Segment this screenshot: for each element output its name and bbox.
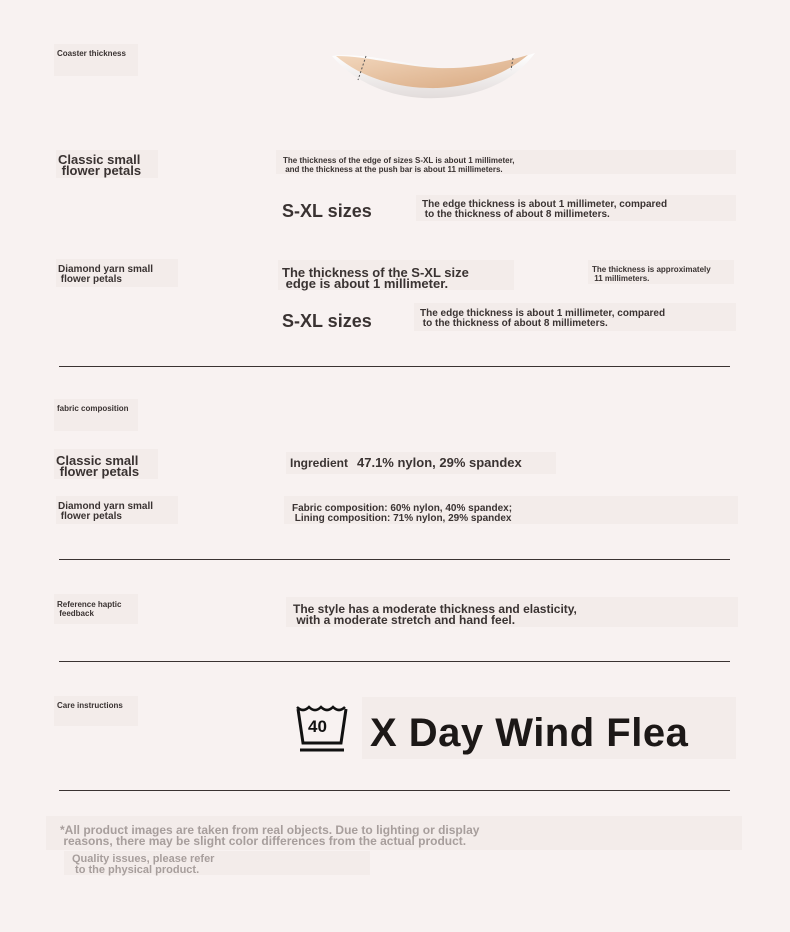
section-label-care: Care instructions xyxy=(57,701,123,710)
note-chip xyxy=(276,150,736,174)
ingredient-value: 47.1% nylon, 29% spandex xyxy=(357,455,522,470)
label-chip xyxy=(54,696,138,726)
disclaimer-chip xyxy=(64,851,370,875)
headline-chip xyxy=(362,697,736,759)
label-chip xyxy=(54,399,138,431)
fabric-diamond-value: Fabric composition: 60% nylon, 40% spandex; Lining composition: 71% nylon, 29% spandex xyxy=(292,503,513,524)
label-chip xyxy=(54,44,138,76)
label-chip xyxy=(56,150,158,178)
diamond-thickness-note-right: The thickness is approximately 11 millimeters. xyxy=(592,265,711,283)
wash-40-icon xyxy=(294,703,350,755)
note-chip xyxy=(278,260,514,290)
note-chip xyxy=(588,260,734,284)
section-label-fabric: fabric composition xyxy=(57,404,129,413)
note-chip xyxy=(286,452,556,474)
label-chip xyxy=(54,449,158,479)
classic-thickness-note: The thickness of the edge of sizes S-XL is about 1 millimeter, and the thickness at the push bar is about 11 millimeters. xyxy=(283,156,515,174)
disclaimer-text: *All product images are taken from real objects. Due to lighting or display reasons, there may be slight color differences from the actual product. xyxy=(60,823,480,848)
label-chip xyxy=(56,259,178,287)
note-chip xyxy=(416,195,736,221)
classic-petals-label: Classic small flower petals xyxy=(58,152,142,178)
diamond-petals-label: Diamond yarn small flower petals xyxy=(58,264,154,285)
note-chip xyxy=(284,496,738,524)
classic-size-note: The edge thickness is about 1 millimeter, compared to the thickness of about 8 millimeters. xyxy=(422,199,668,220)
wash-temperature: 40 xyxy=(308,717,327,736)
classic-size-heading: S-XL sizes xyxy=(282,201,372,221)
disclaimer-quality: Quality issues, please refer to the physical product. xyxy=(72,853,215,876)
section-label-coaster-thickness: Coaster thickness xyxy=(57,49,126,58)
divider xyxy=(59,790,730,791)
coaster-thickness-diagram xyxy=(328,48,540,110)
label-chip xyxy=(54,594,138,624)
divider xyxy=(59,559,730,560)
note-chip xyxy=(286,597,738,627)
disclaimer-chip xyxy=(46,816,742,850)
section-label-haptic: Reference haptic feedback xyxy=(57,600,122,618)
care-headline: X Day Wind Flea xyxy=(370,711,689,755)
diamond-thickness-note: The thickness of the S-XL size edge is about 1 millimeter. xyxy=(282,265,469,291)
label-chip xyxy=(56,496,178,524)
haptic-text: The style has a moderate thickness and elasticity, with a moderate stretch and hand feel. xyxy=(293,602,577,627)
fabric-classic-label: Classic small flower petals xyxy=(56,453,140,479)
divider xyxy=(59,661,730,662)
fabric-diamond-label: Diamond yarn small flower petals xyxy=(58,501,154,522)
note-chip xyxy=(414,303,736,331)
divider xyxy=(59,366,730,367)
diamond-size-note: The edge thickness is about 1 millimeter, compared to the thickness of about 8 millimeters. xyxy=(420,308,666,329)
diamond-size-heading: S-XL sizes xyxy=(282,311,372,331)
ingredient-label: Ingredient xyxy=(290,456,349,470)
